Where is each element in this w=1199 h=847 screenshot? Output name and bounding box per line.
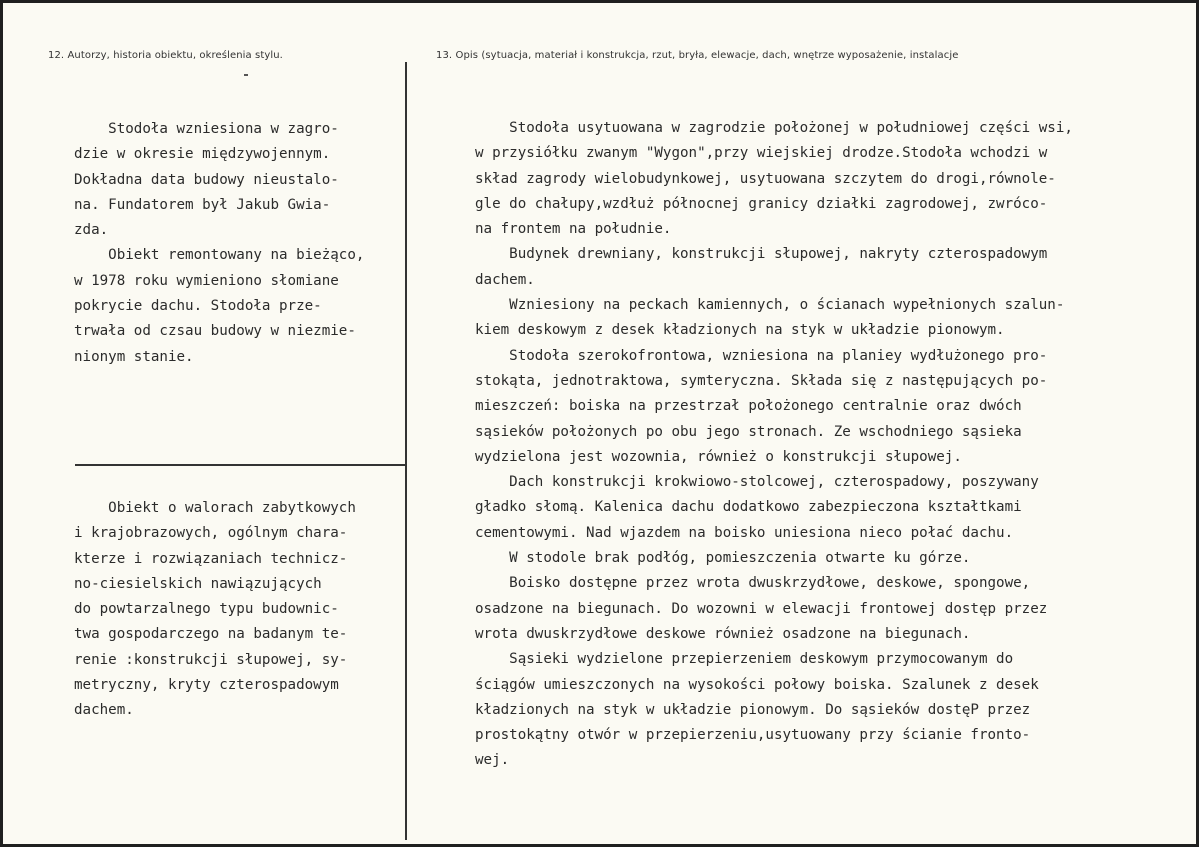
text-line: Stodoła usytuowana w zagrodzie położonej w południowej części wsi, — [475, 120, 1073, 136]
text-line: Dach konstrukcji krokwiowo-stolcowej, czterospadowy, poszywany — [475, 474, 1039, 491]
text-line: Obiekt o walorach zabytkowych — [74, 500, 356, 516]
text-line: Wzniesiony na peckach kamiennych, o ścianach wypełnionych szalun- — [475, 297, 1065, 314]
text-line: w 1978 roku wymieniono słomiane — [74, 272, 339, 289]
text-line: no-ciesielskich nawiązujących — [74, 575, 322, 592]
text-line: Budynek drewniany, konstrukcji słupowej, nakryty czterospadowym — [475, 246, 1048, 263]
text-line: gładko słomą. Kalenica dachu dodatkowo zabezpieczona kształtkami — [475, 499, 1022, 516]
text-line: Dokładna data budowy nieustalo- — [74, 171, 339, 188]
history-text — [74, 117, 364, 370]
description-text — [475, 116, 1073, 774]
text-line: na. Fundatorem był Jakub Gwia- — [74, 196, 331, 213]
text-line: ściągów umieszczonych na wysokości połowy boiska. Szalunek z desek — [475, 676, 1039, 693]
text-line: sąsieków położonych po obu jego stronach. Ze wschodniego sąsieka — [475, 423, 1022, 440]
text-line: w przysiółku zwanym "Wygon",przy wiejskiej drodze.Stodoła wchodzi w — [475, 145, 1048, 162]
text-line: twa gospodarczego na badanym te- — [74, 626, 348, 643]
text-line: Sąsieki wydzielone przepierzeniem deskowym przymocowanym do — [475, 651, 1014, 668]
text-line: wydzielona jest wozownia, również o konstrukcji słupowej. — [475, 448, 962, 465]
text-line: dzie w okresie międzywojennym. — [74, 146, 331, 163]
text-line: do powtarzalnego typu budownic- — [74, 601, 339, 618]
text-line: W stodole brak podłóg, pomieszczenia otwarte ku górze. — [475, 550, 971, 567]
text-line: Boisko dostępne przez wrota dwuskrzydłowe, deskowe, spongowe, — [475, 575, 1031, 592]
text-line: Stodoła wzniesiona w zagro- — [74, 121, 339, 137]
text-line: skład zagrody wielobudynkowej, usytuowana szczytem do drogi,równole- — [475, 170, 1056, 187]
column-divider — [405, 62, 407, 840]
text-line: kterze i rozwiązaniach technicz- — [74, 550, 348, 567]
section-13-header: 13. Opis (sytuacja, materiał i konstrukcja, rzut, bryła, elewacje, dach, wnętrze wyposażenie, instalacje — [436, 50, 959, 61]
text-line: gle do chałupy,wzdłuż północnej granicy działki zagrodowej, zwróco- — [475, 195, 1048, 212]
text-line: kładzionych na styk w układzie pionowym. Do sąsieków dostęP przez — [475, 701, 1031, 718]
text-line: pokrycie dachu. Stodoła prze- — [74, 298, 322, 315]
text-line: cementowymi. Nad wjazdem na boisko uniesiona nieco połać dachu. — [475, 524, 1014, 541]
text-line: wrota dwuskrzydłowe deskowe również osadzone na biegunach. — [475, 625, 971, 642]
section-divider — [75, 464, 407, 466]
text-line: mieszczeń: boiska na przestrzał położonego centralnie oraz dwóch — [475, 398, 1022, 415]
text-line: i krajobrazowych, ogólnym chara- — [74, 525, 348, 542]
text-line: renie :konstrukcji słupowej, sy- — [74, 651, 348, 668]
text-line: dachem. — [74, 702, 134, 719]
text-line: wej. — [475, 752, 510, 769]
style-assessment-text — [74, 496, 356, 724]
text-line: stokąta, jednotraktowa, symteryczna. Składa się z następujących po- — [475, 372, 1048, 389]
text-line: dachem. — [475, 271, 535, 288]
text-line: metryczny, kryty czterospadowym — [74, 677, 339, 694]
text-line: nionym stanie. — [74, 348, 194, 365]
small-dash-mark — [244, 74, 248, 76]
text-line: Stodoła szerokofrontowa, wzniesiona na planiey wydłużonego pro- — [475, 347, 1048, 364]
text-line: Obiekt remontowany na bieżąco, — [74, 247, 365, 264]
text-line: kiem deskowym z desek kładzionych na styk w układzie pionowym. — [475, 322, 1005, 339]
text-line: zda. — [74, 222, 109, 239]
text-line: trwała od czsau budowy w niezmie- — [74, 323, 356, 340]
text-line: osadzone na biegunach. Do wozowni w elewacji frontowej dostęp przez — [475, 600, 1048, 617]
text-line: prostokątny otwór w przepierzeniu,usytuowany przy ścianie fronto- — [475, 727, 1031, 744]
text-line: na frontem na południe. — [475, 221, 672, 238]
section-12-header: 12. Autorzy, historia obiektu, określenia stylu. — [48, 50, 283, 61]
